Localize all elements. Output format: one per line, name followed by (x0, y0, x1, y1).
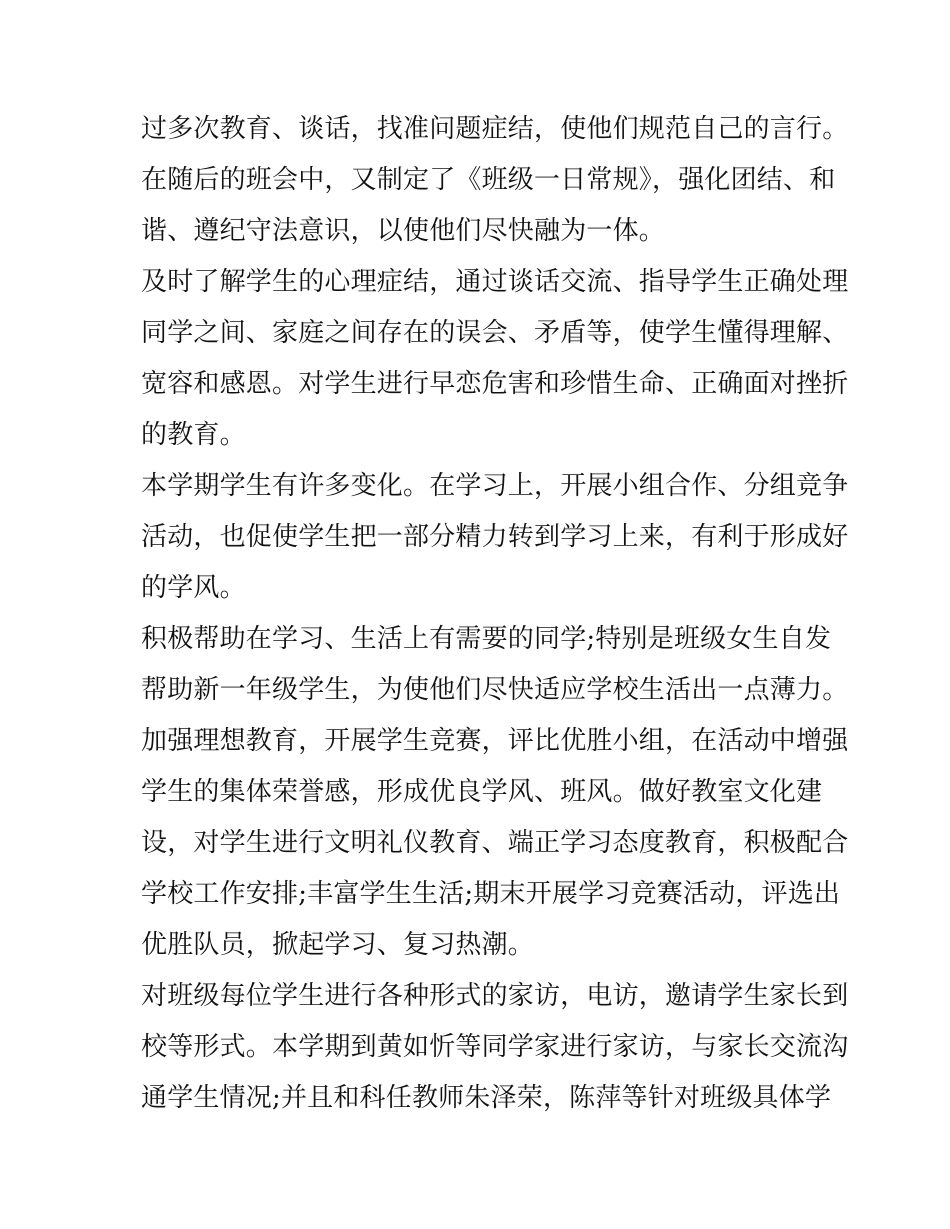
text-line: 本学期学生有许多变化。在学习上，开展小组合作、分组竞争 (141, 471, 849, 501)
text-line: 对班级每位学生进行各种形式的家访，电访，邀请学生家长到 (141, 981, 849, 1011)
text-line: 优胜队员，掀起学习、复习热潮。 (141, 930, 535, 960)
text-line: 的教育。 (141, 420, 246, 450)
text-line: 通学生情况;并且和科任教师朱泽荣，陈萍等针对班级具体学 (141, 1083, 832, 1113)
text-line: 积极帮助在学习、生活上有需要的同学;特别是班级女生自发 (141, 624, 832, 654)
text-line: 学校工作安排;丰富学生生活;期末开展学习竞赛活动，评选出 (141, 879, 841, 909)
text-line: 同学之间、家庭之间存在的误会、矛盾等，使学生懂得理解、 (141, 318, 849, 348)
text-line: 谐、遵纪守法意识，以使他们尽快融为一体。 (141, 216, 666, 246)
text-line: 校等形式。本学期到黄如忻等同学家进行家访，与家长交流沟 (141, 1032, 849, 1062)
text-line: 及时了解学生的心理症结，通过谈话交流、指导学生正确处理 (141, 267, 849, 297)
text-line: 的学风。 (141, 573, 246, 603)
text-line: 活动，也促使学生把一部分精力转到学习上来，有利于形成好 (141, 522, 849, 552)
text-line: 加强理想教育，开展学生竞赛，评比优胜小组，在活动中增强 (141, 726, 849, 756)
text-line: 在随后的班会中，又制定了《班级一日常规》，强化团结、和 (141, 165, 836, 195)
document-body (141, 104, 849, 1124)
text-line: 帮助新一年级学生，为使他们尽快适应学校生活出一点薄力。 (141, 675, 849, 705)
text-line: 学生的集体荣誉感，形成优良学风、班风。做好教室文化建 (141, 777, 823, 807)
text-line: 宽容和感恩。对学生进行早恋危害和珍惜生命、正确面对挫折 (141, 369, 849, 399)
text-line: 设，对学生进行文明礼仪教育、端正学习态度教育，积极配合 (141, 828, 849, 858)
text-line: 过多次教育、谈话，找准问题症结，使他们规范自己的言行。 (141, 114, 849, 144)
